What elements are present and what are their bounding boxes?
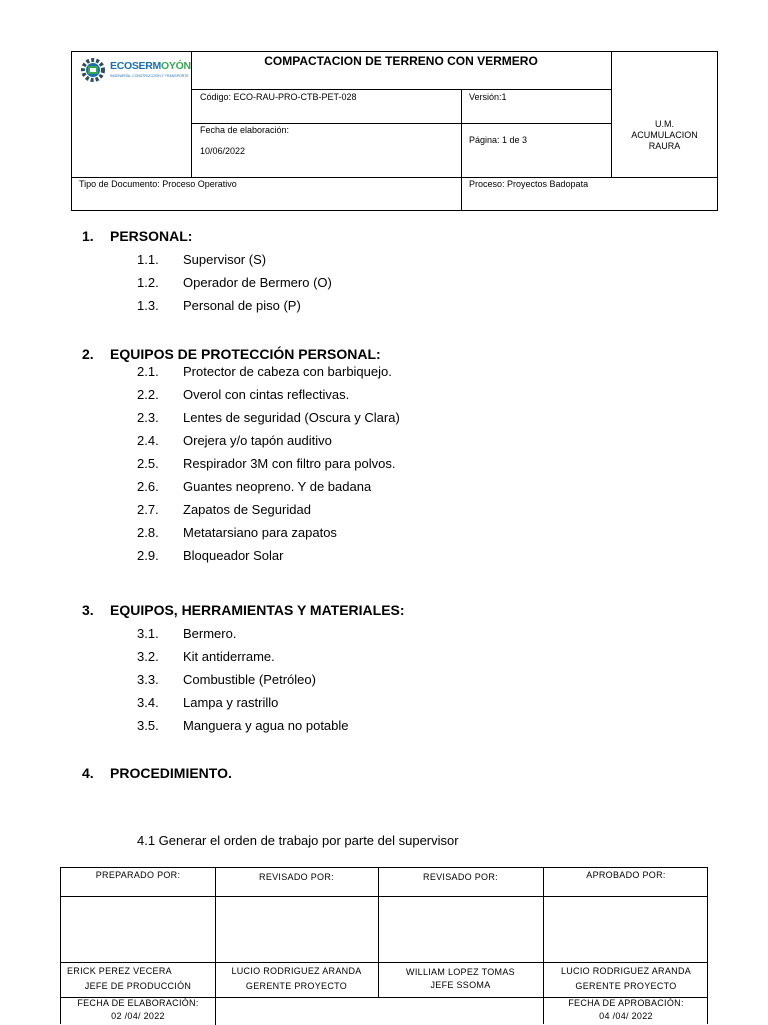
item-text: Guantes neopreno. Y de badana bbox=[183, 479, 372, 494]
signer-block bbox=[543, 964, 709, 994]
divider bbox=[611, 52, 612, 177]
item-number: 2.7. bbox=[137, 502, 159, 517]
list-item bbox=[137, 364, 392, 379]
item-text: Lentes de seguridad (Oscura y Clara) bbox=[183, 410, 400, 425]
list-item bbox=[137, 695, 278, 710]
section-title: PROCEDIMIENTO. bbox=[110, 765, 232, 781]
item-text: Zapatos de Seguridad bbox=[183, 502, 311, 517]
signer-block bbox=[215, 964, 378, 994]
reviewed-by-header: REVISADO POR: bbox=[259, 872, 334, 882]
item-number: 3.5. bbox=[137, 718, 159, 733]
divider bbox=[72, 177, 717, 178]
item-text: Metatarsiano para zapatos bbox=[183, 525, 337, 540]
item-number: 2.2. bbox=[137, 387, 159, 402]
item-number: 3.4. bbox=[137, 695, 159, 710]
divider bbox=[191, 89, 611, 90]
mine-unit-line: RAURA bbox=[648, 141, 681, 151]
approval-date-value: 04 /04/ 2022 bbox=[599, 1011, 653, 1021]
approval-date-block bbox=[543, 997, 709, 1023]
item-number: 2.1. bbox=[137, 364, 159, 379]
item-text: Respirador 3M con filtro para polvos. bbox=[183, 456, 396, 471]
divider bbox=[191, 52, 192, 177]
list-item bbox=[137, 718, 349, 733]
item-number: 3.3. bbox=[137, 672, 159, 687]
item-number: 1.1. bbox=[137, 252, 159, 267]
item-text: Personal de piso (P) bbox=[183, 298, 301, 313]
section-heading bbox=[82, 228, 192, 244]
signer-role: JEFE SSOMA bbox=[430, 980, 491, 990]
section-number: 2. bbox=[82, 346, 94, 362]
item-text: Operador de Bermero (O) bbox=[183, 275, 332, 290]
signer-role: GERENTE PROYECTO bbox=[245, 981, 348, 991]
section-number: 3. bbox=[82, 602, 94, 618]
document-version: Versión:1 bbox=[469, 92, 507, 102]
list-item bbox=[137, 502, 311, 517]
list-item bbox=[137, 252, 266, 267]
section-title: EQUIPOS DE PROTECCIÓN PERSONAL: bbox=[110, 346, 381, 362]
signer-name: WILLIAM LOPEZ TOMAS bbox=[406, 967, 515, 977]
mine-unit-line: ACUMULACION bbox=[631, 130, 698, 140]
item-number: 2.6. bbox=[137, 479, 159, 494]
item-number: 2.5. bbox=[137, 456, 159, 471]
item-text: Bermero. bbox=[183, 626, 237, 641]
divider bbox=[61, 896, 707, 897]
section-heading bbox=[82, 602, 405, 618]
list-item bbox=[137, 649, 275, 664]
process-name: Proceso: Proyectos Badopata bbox=[469, 179, 589, 189]
item-text: Orejera y/o tapón auditivo bbox=[183, 433, 332, 448]
elaboration-date-label: Fecha de elaboración: bbox=[200, 125, 290, 135]
document-header bbox=[71, 51, 718, 211]
divider bbox=[191, 123, 611, 124]
list-item bbox=[137, 298, 301, 313]
page-number: Página: 1 de 3 bbox=[469, 135, 528, 145]
section-heading bbox=[82, 346, 381, 362]
divider bbox=[215, 998, 216, 1025]
item-number: 2.9. bbox=[137, 548, 159, 563]
signer-block bbox=[378, 966, 543, 992]
item-text: Protector de cabeza con barbiquejo. bbox=[183, 364, 392, 379]
signer-name: ERICK PEREZ VECERA bbox=[67, 966, 172, 976]
item-number: 2.8. bbox=[137, 525, 159, 540]
document-title: COMPACTACION DE TERRENO CON VERMERO bbox=[264, 54, 538, 68]
divider bbox=[461, 89, 462, 210]
signer-name: LUCIO RODRIGUEZ ARANDA bbox=[560, 966, 692, 976]
item-text: Bloqueador Solar bbox=[183, 548, 284, 563]
document-type: Tipo de Documento: Proceso Operativo bbox=[79, 179, 237, 189]
list-item bbox=[137, 387, 349, 402]
signer-block bbox=[61, 964, 215, 994]
signer-role: JEFE DE PRODUCCIÓN bbox=[84, 981, 192, 991]
elaboration-date-value: 10/06/2022 bbox=[200, 146, 246, 156]
approval-date-label: FECHA DE APROBACIÓN: bbox=[568, 998, 684, 1008]
section-number: 1. bbox=[82, 228, 94, 244]
gear-logo-icon bbox=[80, 56, 106, 84]
list-item bbox=[137, 456, 395, 471]
reviewed-by-header: REVISADO POR: bbox=[423, 872, 498, 882]
item-number: 3.1. bbox=[137, 626, 159, 641]
section-heading bbox=[82, 765, 232, 781]
item-text: Manguera y agua no potable bbox=[183, 718, 349, 733]
item-number: 2.3. bbox=[137, 410, 159, 425]
logo-wordmark: ECOSERMOYÓN bbox=[110, 60, 191, 72]
item-number: 1.2. bbox=[137, 275, 159, 290]
company-logo bbox=[80, 56, 191, 84]
list-item bbox=[137, 275, 332, 290]
prepared-by-header: PREPARADO POR: bbox=[95, 870, 181, 880]
list-item bbox=[137, 433, 332, 448]
mine-unit bbox=[611, 119, 718, 152]
approval-table bbox=[60, 867, 708, 1024]
document-code: Código: ECO-RAU-PRO-CTB-PET-028 bbox=[200, 92, 357, 102]
list-item bbox=[137, 525, 337, 540]
signer-name: LUCIO RODRIGUEZ ARANDA bbox=[231, 966, 362, 976]
item-text: Kit antiderrame. bbox=[183, 649, 275, 664]
item-text: Lampa y rastrillo bbox=[183, 695, 279, 710]
item-number: 3.2. bbox=[137, 649, 159, 664]
item-text: Combustible (Petróleo) bbox=[183, 672, 316, 687]
logo-tagline: INGENIERÍA, CONSTRUCCIÓN Y TRANSPORTE bbox=[110, 74, 189, 78]
procedure-step: 4.1 Generar el orden de trabajo por parte del supervisor bbox=[137, 833, 459, 848]
list-item bbox=[137, 626, 236, 641]
item-number: 2.4. bbox=[137, 433, 159, 448]
signer-role: GERENTE PROYECTO bbox=[575, 981, 677, 991]
item-number: 1.3. bbox=[137, 298, 159, 313]
approved-by-header: APROBADO POR: bbox=[586, 870, 666, 880]
item-text: Overol con cintas reflectivas. bbox=[183, 387, 350, 402]
section-number: 4. bbox=[82, 765, 94, 781]
item-text: Supervisor (S) bbox=[183, 252, 267, 267]
elaboration-date-block bbox=[61, 997, 215, 1023]
mine-unit-line: U.M. bbox=[655, 119, 674, 129]
divider bbox=[61, 962, 707, 963]
list-item bbox=[137, 548, 283, 563]
list-item bbox=[137, 672, 316, 687]
elaboration-date-value: 02 /04/ 2022 bbox=[111, 1011, 165, 1021]
section-title: EQUIPOS, HERRAMIENTAS Y MATERIALES: bbox=[110, 602, 405, 618]
list-item bbox=[137, 479, 371, 494]
list-item bbox=[137, 410, 400, 425]
section-title: PERSONAL: bbox=[110, 228, 193, 244]
elaboration-date-label: FECHA DE ELABORACIÓN: bbox=[77, 998, 199, 1008]
